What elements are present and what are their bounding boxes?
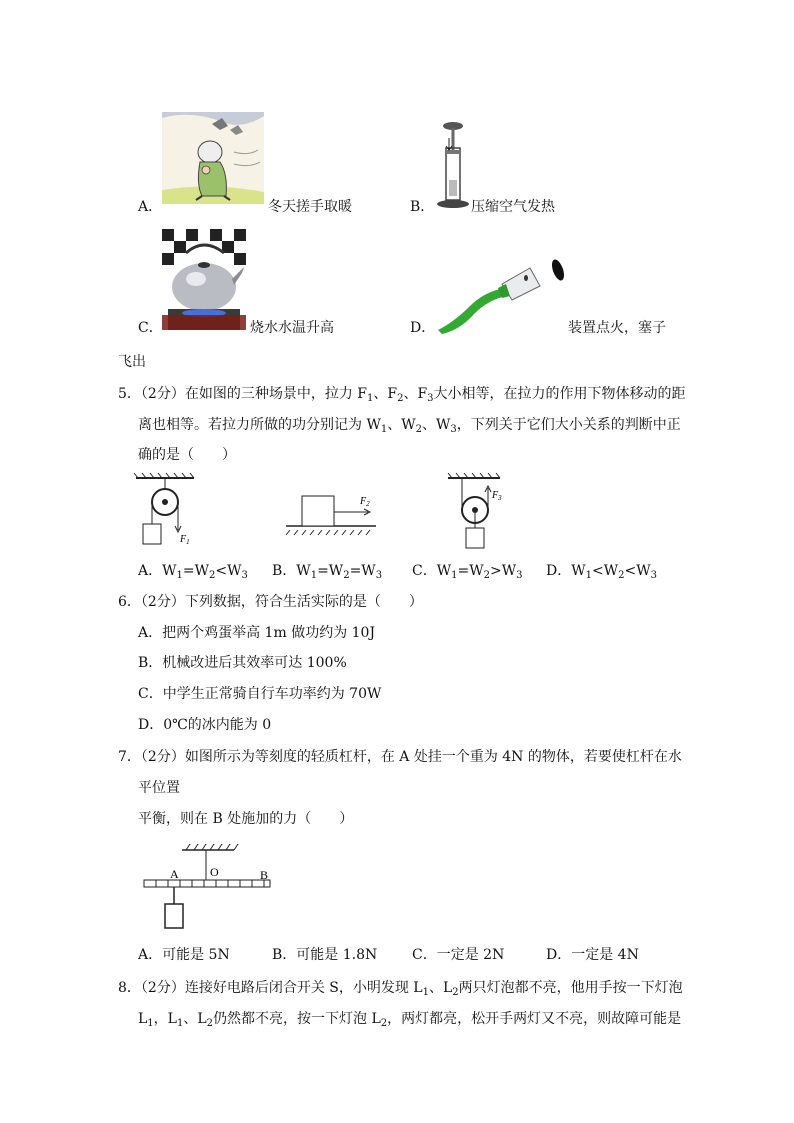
point-a-label: A (170, 867, 179, 881)
fixed-pulley-diagram (134, 473, 194, 546)
q6-option-d[interactable]: D．0℃的冰内能为 0 (138, 717, 272, 733)
q5-option-d[interactable]: D．$W_1<W_2<W_3$ (546, 563, 657, 581)
option-a-text: 冬天搓手取暖 (268, 199, 352, 215)
q6-stem: 6．（2分）下列数据，符合生活实际的是（ ） (118, 594, 423, 610)
option-a-letter: A． (138, 199, 163, 215)
q6-option-c[interactable]: C．中学生正常骑自行车功率约为 70W (138, 686, 382, 702)
q5-option-b[interactable]: B．$W_1=W_2=W_3$ (272, 563, 383, 581)
kettle-image (162, 229, 246, 330)
option-d-text: 装置点火，塞子 (568, 320, 666, 336)
q6-option-a[interactable]: A．把两个鸡蛋举高 1m 做功约为 10J (138, 625, 376, 641)
q5-option-a[interactable]: A．$W_1=W_2<W_3$ (138, 563, 248, 581)
q5-line2: 离也相等。若拉力所做的功分别记为 $W_1$、$W_2$、$W_3$，下列关于它们大小关系的判断中正 (138, 417, 681, 435)
horizontal-drag-diagram (286, 496, 376, 535)
q5-line3: 确的是（ ） (138, 447, 236, 463)
ignition-stopper-image (434, 252, 570, 336)
q6-option-b[interactable]: B．机械改进后其效率可达 100% (138, 655, 347, 671)
option-b-text: 压缩空气发热 (471, 199, 555, 215)
q7-option-d[interactable]: D．一定是 4N (546, 947, 639, 963)
rubbing-hands-image (162, 112, 264, 204)
q5-line1: 5．（2分）在如图的三种场景中，拉力 $F_1$、$F_2$、$F_3$大小相等，在拉力的作用下物体移动的距 (118, 386, 686, 404)
point-o-label: O (210, 865, 219, 879)
q7-line2: 平位置 (138, 780, 180, 796)
q7-option-b[interactable]: B．可能是 1.8N (272, 947, 378, 963)
q8-line1: 8．（2分）连接好电路后闭合开关 S，小明发现 $L_1$、$L_2$两只灯泡都不亮，他用手按一下灯泡 (118, 980, 683, 998)
q7-line3: 平衡，则在 B 处施加的力（ ） (138, 811, 354, 827)
q5-figure (130, 472, 510, 552)
q5-option-c[interactable]: C．$W_1=W_2>W_3$ (412, 563, 523, 581)
option-c-letter: C． (138, 320, 163, 336)
label-f3: $F_3$ (492, 490, 502, 502)
q7-option-c[interactable]: C．一定是 2N (412, 947, 505, 963)
q8-line2: $L_1$，$L_1$、$L_2$仍然都不亮，按一下灯泡 $L_2$，两灯都亮，松开手两灯又不亮，则故障可能是 (138, 1011, 682, 1029)
label-f2: $F_2$ (360, 496, 370, 508)
q7-line1: 7．（2分）如图所示为等刻度的轻质杠杆，在 A 处挂一个重为 4N 的物体，若要使杠杆在水 (118, 749, 682, 765)
lever-figure (138, 842, 278, 932)
point-b-label: B (260, 868, 269, 882)
option-c-text: 烧水水温升高 (250, 320, 334, 336)
option-d-continuation: 飞出 (118, 354, 146, 370)
q7-option-a[interactable]: A．可能是 5N (138, 947, 230, 963)
air-compression-image (436, 120, 470, 210)
option-d-letter: D． (410, 320, 436, 336)
option-b-letter: B． (410, 199, 435, 215)
label-f1: $F_1$ (180, 534, 190, 546)
movable-pulley-diagram (448, 473, 502, 548)
